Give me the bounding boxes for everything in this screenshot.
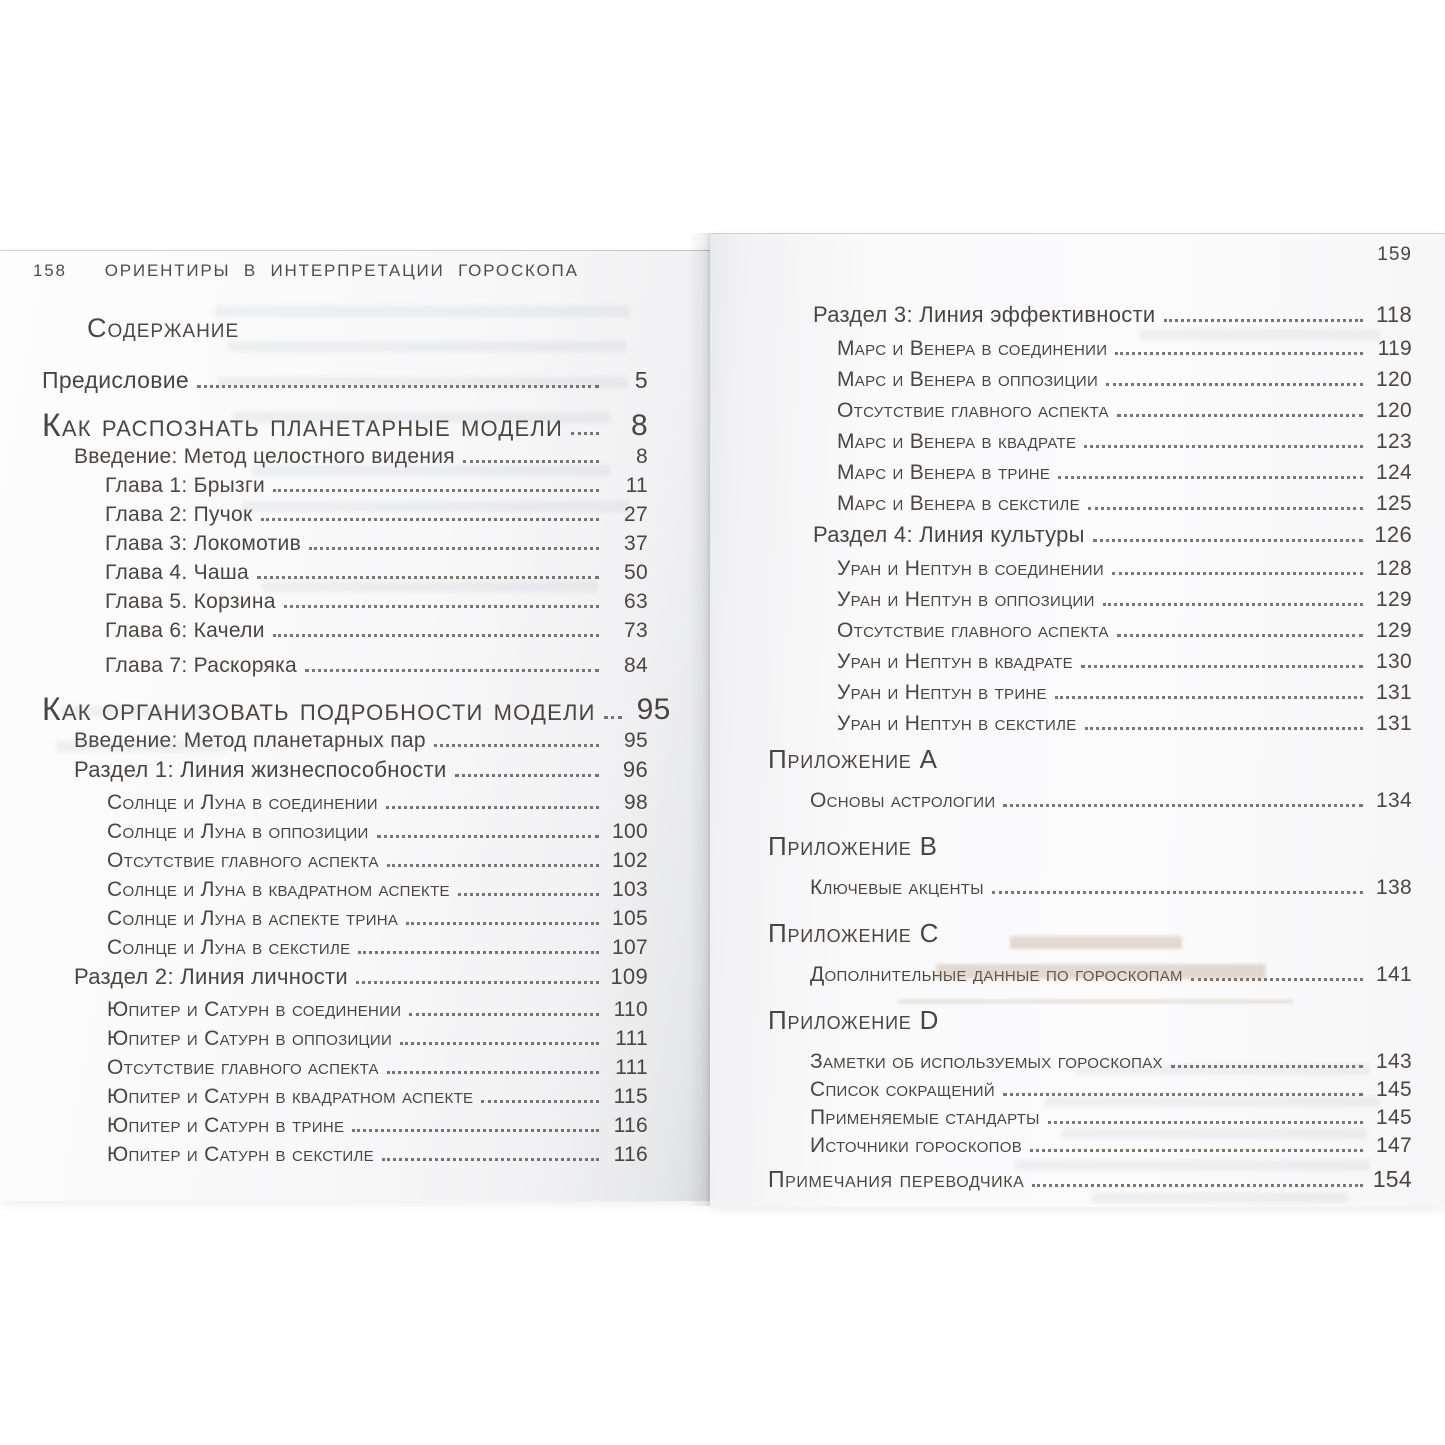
toc-entry-page: 120	[1376, 368, 1412, 391]
toc-entry	[768, 524, 1412, 546]
toc-entry-label: Отсутствие главного аспекта	[107, 1056, 379, 1079]
toc-entry-page: 129	[1376, 619, 1412, 642]
toc-entry-label: Ключевые акценты	[810, 876, 984, 899]
toc-entry	[42, 821, 648, 842]
toc-entry-page: 115	[613, 1085, 648, 1108]
toc-entry-label: Марс и Венера в секстиле	[837, 492, 1080, 515]
toc-entry	[42, 850, 648, 871]
toc-entry-label: Раздел 3: Линия эффективности	[813, 302, 1156, 327]
right-page	[710, 233, 1445, 1207]
dot-leader	[1103, 603, 1363, 606]
toc-entry	[42, 369, 648, 392]
toc-entry-page: 109	[610, 964, 648, 989]
toc-entry	[768, 1051, 1412, 1072]
dot-leader	[305, 669, 599, 672]
toc-entry-label: Глава 1: Брызги	[105, 474, 265, 497]
toc-entry	[42, 1115, 648, 1136]
toc-entry-label: Предисловие	[42, 367, 190, 393]
dot-leader	[261, 518, 599, 521]
toc-entry	[42, 408, 648, 442]
dot-leader	[1048, 1121, 1363, 1124]
toc-entry	[42, 446, 648, 467]
toc-entry-page: 63	[624, 590, 648, 613]
toc-entry	[42, 504, 648, 525]
toc-entry	[42, 759, 648, 781]
toc-entry	[768, 369, 1412, 390]
left-page	[0, 250, 710, 1201]
toc-entry-page: 124	[1376, 461, 1412, 484]
toc-entry	[42, 533, 648, 554]
toc-entry-page: 143	[1376, 1050, 1412, 1073]
toc-entry-page: 147	[1376, 1134, 1412, 1157]
dot-leader	[1117, 634, 1363, 637]
toc-entry-page: 110	[613, 998, 648, 1021]
toc-entry-label: Заметки об используемых гороскопах	[810, 1050, 1163, 1073]
toc-entry-label: Глава 4. Чаша	[105, 561, 250, 584]
toc-entry-label: Солнце и Луна в квадратном аспекте	[107, 878, 450, 901]
toc-entry-label: Марс и Венера в квадрате	[837, 430, 1077, 453]
toc-entry-label: Как распознать планетарные модели	[42, 407, 563, 443]
toc-entry-label: Уран и Нептун в соединении	[837, 557, 1104, 580]
toc-entry-label: Глава 7: Раскоряка	[105, 654, 298, 677]
toc-entry-label: Основы астрологии	[810, 789, 996, 812]
toc-entry	[768, 304, 1412, 326]
dot-leader	[386, 806, 599, 809]
dot-leader	[1081, 665, 1363, 668]
toc-entry	[42, 691, 671, 727]
dot-leader	[1171, 1065, 1363, 1068]
left-page-number: 158	[33, 261, 67, 280]
dot-leader	[458, 893, 599, 896]
toc-entry-label: Раздел 4: Линия культуры	[813, 522, 1085, 547]
toc-entry-label: Глава 5. Корзина	[105, 590, 276, 613]
toc-entry-label: Введение: Метод целостного видения	[74, 445, 455, 468]
toc-entry-page: 50	[624, 561, 648, 584]
toc-entry	[768, 431, 1412, 452]
toc-entry-label: Отсутствие главного аспекта	[107, 849, 379, 872]
toc-entry	[768, 1079, 1412, 1100]
toc-entry	[768, 1135, 1412, 1156]
toc-entry	[42, 908, 648, 929]
dot-leader	[400, 1042, 599, 1045]
toc-entry	[42, 620, 648, 641]
bleed-through-noise	[215, 306, 630, 317]
toc-entry-page: 98	[624, 791, 648, 814]
toc-entry-label: Юпитер и Сатурн в соединении	[107, 998, 402, 1021]
dot-leader	[387, 864, 599, 867]
toc-entry	[42, 1057, 648, 1078]
toc-entry-page: 116	[613, 1143, 648, 1166]
toc-entry-page: 141	[1376, 963, 1412, 986]
toc-entry-page: 84	[624, 654, 648, 677]
toc-entry	[42, 999, 648, 1020]
toc-entry	[42, 655, 648, 676]
toc-entry	[768, 620, 1412, 641]
dot-leader	[358, 951, 599, 954]
toc-entry-label: Юпитер и Сатурн в оппозиции	[107, 1027, 393, 1050]
toc-entry-label: Марс и Венера в соединении	[837, 337, 1108, 360]
toc-entry-label: Уран и Нептун в квадрате	[837, 650, 1073, 673]
dot-leader	[1117, 414, 1363, 417]
dot-leader	[1003, 1093, 1363, 1096]
dot-leader	[284, 605, 599, 608]
right-page-number: 159	[1377, 244, 1412, 265]
dot-leader	[463, 460, 599, 463]
toc-entry-page: 125	[1376, 492, 1412, 515]
toc-entry	[768, 790, 1412, 811]
dot-leader	[1164, 319, 1363, 322]
toc-entry-page: 131	[1376, 712, 1412, 735]
toc-entry-page: 118	[1376, 302, 1412, 327]
toc-entry-label: Солнце и Луна в секстиле	[107, 936, 351, 959]
toc-entry-page: 116	[613, 1114, 648, 1137]
toc-entry-label: Отсутствие главного аспекта	[837, 399, 1109, 422]
toc-entry-page: 27	[624, 503, 648, 526]
toc-entry-page: 131	[1376, 681, 1412, 704]
toc-entry-page: 95	[624, 729, 648, 752]
toc-entry	[768, 964, 1412, 985]
toc-entry-label: Источники гороскопов	[810, 1134, 1023, 1157]
dot-leader	[1084, 445, 1363, 448]
toc-entry-page: 134	[1376, 789, 1412, 812]
toc-entry-page: 145	[1376, 1078, 1412, 1101]
toc-entry	[768, 493, 1412, 514]
toc-entry	[42, 730, 648, 751]
dot-leader	[1032, 1184, 1363, 1187]
dot-leader	[377, 835, 599, 838]
dot-leader	[1003, 804, 1363, 807]
toc-entry-page: 103	[612, 878, 648, 901]
toc-entry	[768, 1107, 1412, 1128]
toc-entry	[768, 833, 1412, 859]
toc-entry-page: 119	[1377, 337, 1412, 360]
toc-title: Содержание	[87, 313, 240, 343]
toc-entry-page: 37	[624, 532, 648, 555]
toc-entry-label: Приложение B	[768, 831, 938, 861]
toc-entry	[768, 558, 1412, 579]
toc-entry	[768, 1007, 1412, 1033]
dot-leader	[434, 744, 599, 747]
toc-entry	[768, 651, 1412, 672]
toc-entry-label: Глава 6: Качели	[105, 619, 265, 642]
toc-entry-page: 111	[615, 1056, 648, 1079]
toc-entry-label: Как организовать подробности модели	[42, 691, 596, 727]
dot-leader	[571, 432, 599, 435]
toc-entry	[42, 879, 648, 900]
dot-leader	[409, 1013, 599, 1016]
toc-entry-page: 95	[636, 693, 671, 726]
toc-entry	[768, 462, 1412, 483]
dot-leader	[455, 774, 599, 777]
toc-entry-page: 73	[624, 619, 648, 642]
toc-entry-label: Раздел 2: Линия личности	[74, 964, 349, 989]
right-toc-list	[768, 304, 1412, 1199]
dot-leader	[309, 547, 599, 550]
dot-leader	[1106, 383, 1363, 386]
toc-entry-page: 107	[612, 936, 648, 959]
toc-entry-label: Солнце и Луна в оппозиции	[107, 820, 369, 843]
toc-entry	[42, 562, 648, 583]
toc-entry-label: Уран и Нептун в трине	[837, 681, 1047, 704]
dot-leader	[356, 981, 599, 984]
toc-entry	[42, 792, 648, 813]
dot-leader	[273, 489, 599, 492]
dot-leader	[197, 385, 599, 388]
toc-entry	[42, 1028, 648, 1049]
toc-entry-page: 145	[1376, 1106, 1412, 1129]
dot-leader	[1058, 476, 1363, 479]
dot-leader	[1085, 727, 1363, 730]
dot-leader	[1115, 352, 1363, 355]
toc-entry-label: Юпитер и Сатурн в трине	[107, 1114, 345, 1137]
toc-entry	[42, 1086, 648, 1107]
toc-entry-label: Список сокращений	[810, 1078, 995, 1101]
toc-entry-page: 11	[625, 474, 648, 497]
toc-entry	[768, 338, 1412, 359]
toc-entry-label: Солнце и Луна в аспекте трина	[107, 907, 399, 930]
toc-entry	[768, 589, 1412, 610]
toc-entry	[768, 1168, 1412, 1191]
bleed-through-noise	[228, 341, 626, 352]
dot-leader	[1030, 1149, 1363, 1152]
toc-entry-page: 96	[622, 757, 648, 782]
toc-entry-label: Приложение A	[768, 744, 938, 774]
toc-entry-page: 105	[612, 907, 648, 930]
toc-entry-page: 138	[1376, 876, 1412, 899]
dot-leader	[273, 634, 599, 637]
toc-entry-label: Уран и Нептун в оппозиции	[837, 588, 1095, 611]
toc-entry-page: 120	[1376, 399, 1412, 422]
toc-entry-page: 8	[631, 409, 648, 442]
toc-entry	[42, 1144, 648, 1165]
toc-entry-page: 100	[612, 820, 648, 843]
dot-leader	[992, 891, 1363, 894]
toc-entry-label: Солнце и Луна в соединении	[107, 791, 378, 814]
toc-entry-page: 8	[636, 445, 648, 468]
dot-leader	[387, 1071, 599, 1074]
toc-entry	[768, 920, 1412, 946]
toc-entry-page: 102	[612, 849, 648, 872]
toc-entry-page: 130	[1376, 650, 1412, 673]
dot-leader	[352, 1129, 599, 1132]
dot-leader	[604, 716, 622, 719]
toc-entry-label: Уран и Нептун в секстиле	[837, 712, 1077, 735]
toc-entry	[768, 400, 1412, 421]
left-toc-list	[42, 367, 671, 1173]
dot-leader	[1093, 539, 1363, 542]
toc-entry-label: Юпитер и Сатурн в секстиле	[107, 1143, 374, 1166]
toc-entry-page: 123	[1376, 430, 1412, 453]
dot-leader	[257, 576, 599, 579]
toc-entry-page: 126	[1374, 522, 1412, 547]
toc-entry	[42, 966, 648, 988]
toc-entry-label: Раздел 1: Линия жизнеспособности	[74, 757, 447, 782]
running-title: ОРИЕНТИРЫ В ИНТЕРПРЕТАЦИИ ГОРОСКОПА	[104, 261, 579, 280]
toc-entry	[42, 475, 648, 496]
dot-leader	[382, 1158, 599, 1161]
toc-entry-label: Марс и Венера в трине	[837, 461, 1051, 484]
toc-entry-label: Введение: Метод планетарных пар	[74, 729, 426, 752]
toc-entry-label: Дополнительные данные по гороскопам	[810, 963, 1183, 986]
toc-entry-page: 5	[634, 367, 648, 393]
toc-entry	[768, 713, 1412, 734]
toc-entry	[768, 877, 1412, 898]
toc-entry-page: 111	[615, 1027, 648, 1050]
toc-entry-label: Марс и Венера в оппозиции	[837, 368, 1099, 391]
dot-leader	[1055, 696, 1363, 699]
dot-leader	[1112, 572, 1363, 575]
toc-entry-page: 154	[1372, 1166, 1412, 1192]
toc-entry-label: Применяемые стандарты	[810, 1106, 1040, 1129]
dot-leader	[481, 1100, 599, 1103]
toc-entry-label: Отсутствие главного аспекта	[837, 619, 1109, 642]
dot-leader	[1191, 978, 1363, 981]
toc-entry-page: 128	[1376, 557, 1412, 580]
toc-entry	[768, 746, 1412, 772]
toc-entry-label: Приложение D	[768, 1005, 940, 1035]
toc-entry-page: 129	[1376, 588, 1412, 611]
toc-entry-label: Глава 2: Пучок	[105, 503, 253, 526]
toc-entry-label: Примечания переводчика	[768, 1166, 1025, 1192]
toc-entry-label: Юпитер и Сатурн в квадратном аспекте	[107, 1085, 474, 1108]
toc-entry-label: Приложение C	[768, 918, 940, 948]
dot-leader	[1088, 507, 1363, 510]
toc-entry	[42, 937, 648, 958]
toc-entry	[768, 682, 1412, 703]
toc-entry-label: Глава 3: Локомотив	[105, 532, 302, 555]
left-running-head	[33, 261, 579, 281]
toc-entry	[42, 591, 648, 612]
dot-leader	[406, 922, 599, 925]
